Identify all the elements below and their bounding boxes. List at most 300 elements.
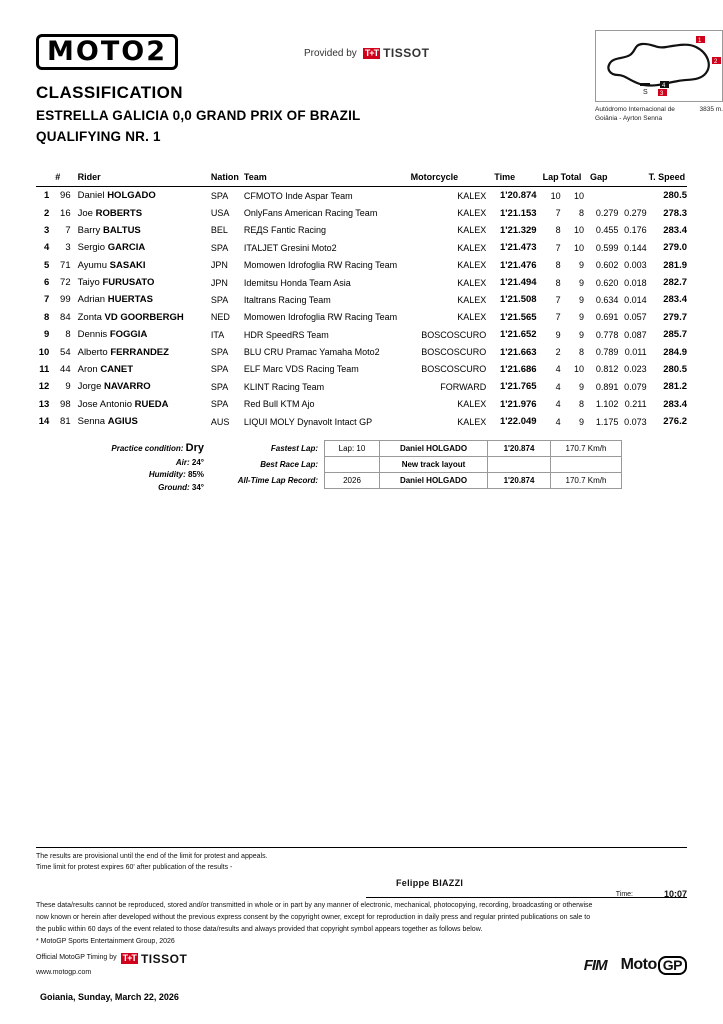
document-date: Goiania, Sunday, March 22, 2026 xyxy=(40,992,179,1002)
row-team: CFMOTO Inde Aspar Team xyxy=(243,190,353,201)
row-rider xyxy=(78,378,211,395)
row-nation: SPA xyxy=(210,190,229,201)
row-gap-first: 0.602 xyxy=(595,260,619,271)
records-block xyxy=(222,440,622,494)
row-rider xyxy=(78,413,211,430)
row-nation: ITA xyxy=(210,329,225,340)
best-race-lap-row xyxy=(222,457,622,473)
row-rider xyxy=(78,204,211,221)
all-time-record-speed: 170.7 Km/h xyxy=(551,473,622,489)
row-gap-prev: 0.176 xyxy=(624,225,647,236)
table-row xyxy=(36,291,687,308)
moto2-logo-text: MOTO2 xyxy=(36,34,178,70)
practice-condition-row xyxy=(36,440,204,457)
row-team: Italtrans Racing Team xyxy=(243,294,331,305)
row-number: 84 xyxy=(60,311,71,323)
row-nation: SPA xyxy=(210,294,229,305)
row-position: 6 xyxy=(44,277,50,289)
row-team: LIQUI MOLY Dynavolt Intact GP xyxy=(243,416,373,427)
table-row xyxy=(36,257,687,274)
conditions-and-records xyxy=(36,440,687,494)
row-gap-prev: 0.211 xyxy=(624,399,647,410)
results-table-body xyxy=(36,187,687,431)
tissot-name: TISSOT xyxy=(383,46,430,60)
row-total: 9 xyxy=(579,312,585,323)
rider-first-name: Adrian xyxy=(77,294,108,306)
row-rider xyxy=(78,222,211,239)
footer-divider xyxy=(36,847,687,848)
table-row xyxy=(36,204,687,221)
row-team: Red Bull KTM Ajo xyxy=(243,399,315,410)
publication-time-value: 10:07 xyxy=(663,889,687,900)
event-name: ESTRELLA GALICIA 0,0 GRAND PRIX OF BRAZIL xyxy=(36,108,361,123)
row-time: 1'21.494 xyxy=(499,277,537,289)
row-nation: SPA xyxy=(210,364,229,375)
rider-last-name: BALTUS xyxy=(102,224,141,236)
table-row xyxy=(36,361,687,378)
row-number: 72 xyxy=(60,277,71,289)
row-time: 1'21.476 xyxy=(499,259,537,271)
motogp-logo xyxy=(621,953,687,978)
row-top-speed: 284.9 xyxy=(663,346,687,358)
rider-last-name: NAVARRO xyxy=(104,381,151,393)
fastest-lap-speed: 170.7 Km/h xyxy=(551,441,622,457)
circuit-length: 3835 m. xyxy=(699,106,723,113)
svg-text:S: S xyxy=(643,89,648,96)
row-number: 54 xyxy=(60,346,71,358)
row-gap-prev: 0.018 xyxy=(624,277,647,288)
rider-first-name: Sergio xyxy=(77,242,108,254)
row-time: 1'21.473 xyxy=(499,242,537,254)
table-row xyxy=(36,222,687,239)
row-rider xyxy=(78,396,211,413)
row-lap: 7 xyxy=(555,208,561,219)
row-rider xyxy=(78,257,211,274)
rider-first-name: Zonta xyxy=(77,311,105,323)
publication-time-label: Time: xyxy=(615,891,633,899)
table-row xyxy=(36,187,687,205)
tissot-mark-icon: T+T xyxy=(364,47,379,58)
row-number: 8 xyxy=(65,329,71,341)
row-gap-prev: 0.057 xyxy=(624,312,647,323)
row-number: 9 xyxy=(65,381,71,393)
col-gap: Gap xyxy=(590,172,618,187)
row-motorcycle: KALEX xyxy=(457,260,487,271)
row-number: 16 xyxy=(60,207,71,219)
row-position: 13 xyxy=(38,398,50,410)
row-gap-prev: 0.079 xyxy=(624,381,647,392)
row-number: 99 xyxy=(60,294,71,306)
row-lap: 8 xyxy=(555,260,561,271)
row-position: 9 xyxy=(44,329,50,341)
row-team: KLINT Racing Team xyxy=(243,381,325,392)
row-motorcycle: KALEX xyxy=(457,225,487,236)
row-motorcycle: KALEX xyxy=(457,294,487,305)
official-timing-label: Official MotoGP Timing by xyxy=(36,954,117,962)
rider-first-name: Dennis xyxy=(77,329,110,341)
footer-line-2: Time limit for protest expires 60' after publication of the results - xyxy=(36,864,233,872)
row-time: 1'21.765 xyxy=(499,381,537,393)
svg-text:4: 4 xyxy=(662,83,666,89)
row-number: 7 xyxy=(65,224,71,236)
row-lap: 8 xyxy=(555,225,561,236)
rider-first-name: Senna xyxy=(77,416,108,428)
provided-by-label: Provided by xyxy=(304,47,357,59)
rider-first-name: Jose Antonio xyxy=(77,398,135,410)
row-number: 71 xyxy=(60,259,71,271)
air-temp-value: 24° xyxy=(191,458,204,468)
fastest-lap-number: Lap: 10 xyxy=(325,441,380,457)
footer-line-1: The results are provisional until the end of the limit for protest and appeals. xyxy=(36,852,268,860)
col-gap-prev xyxy=(618,172,648,187)
row-gap-first: 0.455 xyxy=(595,225,619,236)
row-time: 1'21.663 xyxy=(499,346,537,358)
row-lap: 9 xyxy=(555,329,561,340)
row-time: 1'21.976 xyxy=(499,398,537,410)
row-top-speed: 279.0 xyxy=(663,242,687,254)
row-gap-first: 0.599 xyxy=(595,242,619,253)
row-total: 9 xyxy=(579,381,585,392)
row-gap-prev xyxy=(618,187,648,205)
row-gap-prev: 0.073 xyxy=(624,416,647,427)
row-team: Momowen Idrofoglia RW Racing Team xyxy=(243,312,398,323)
row-total: 9 xyxy=(579,416,585,427)
rider-last-name: CANET xyxy=(100,363,134,375)
session-name: QUALIFYING NR. 1 xyxy=(36,129,161,144)
humidity-value: 85% xyxy=(187,470,204,480)
row-team: ITALJET Gresini Moto2 xyxy=(243,242,337,253)
rider-last-name: HUERTAS xyxy=(107,294,153,306)
table-row xyxy=(36,309,687,326)
row-gap-first: 1.102 xyxy=(595,399,619,410)
tissot-mark-icon-footer: T+T xyxy=(122,953,136,964)
col-time: Time xyxy=(494,172,542,187)
row-motorcycle: KALEX xyxy=(457,190,487,201)
row-position: 7 xyxy=(44,294,50,306)
table-row xyxy=(36,343,687,360)
page-title: CLASSIFICATION xyxy=(36,83,183,102)
col-motorcycle: Motorcycle xyxy=(411,172,495,187)
row-lap: 4 xyxy=(555,416,561,427)
row-gap-prev: 0.023 xyxy=(624,364,647,375)
row-team: BLU CRU Pramac Yamaha Moto2 xyxy=(243,347,380,358)
best-race-lap-speed xyxy=(551,457,622,473)
col-team: Team xyxy=(244,172,411,187)
row-lap: 4 xyxy=(555,364,561,375)
row-lap: 7 xyxy=(555,294,561,305)
row-total: 9 xyxy=(579,329,585,340)
row-total: 8 xyxy=(579,208,585,219)
row-position: 8 xyxy=(44,311,50,323)
row-time: 1'21.565 xyxy=(499,311,537,323)
ground-temp-value: 34° xyxy=(191,482,204,492)
col-position xyxy=(36,172,55,187)
row-position: 2 xyxy=(44,207,50,219)
all-time-record-row xyxy=(222,473,622,489)
results-table-head xyxy=(36,172,687,187)
row-top-speed: 281.2 xyxy=(663,381,687,393)
row-rider xyxy=(78,343,211,360)
fim-logo: FIM xyxy=(583,956,607,974)
row-total: 10 xyxy=(574,242,585,253)
row-lap: 7 xyxy=(555,242,561,253)
rider-last-name: RUEDA xyxy=(134,398,169,410)
row-nation: BEL xyxy=(210,225,228,236)
document-header xyxy=(36,28,687,158)
tissot-logo xyxy=(363,46,430,60)
row-gap-first: 0.789 xyxy=(595,347,619,358)
col-top-speed: T. Speed xyxy=(649,172,687,187)
rider-last-name: SASAKI xyxy=(109,259,146,271)
humidity-label: Humidity: xyxy=(148,470,186,480)
row-position: 5 xyxy=(44,259,50,271)
row-position: 11 xyxy=(39,363,50,375)
row-team: HDR SpeedRS Team xyxy=(243,329,329,340)
table-row xyxy=(36,378,687,395)
row-gap-prev: 0.003 xyxy=(624,260,647,271)
row-top-speed: 283.4 xyxy=(663,398,687,410)
row-gap-prev: 0.011 xyxy=(624,347,647,358)
row-rider xyxy=(78,274,211,291)
table-row xyxy=(36,239,687,256)
row-nation: JPN xyxy=(210,277,228,288)
row-top-speed: 280.5 xyxy=(663,363,687,375)
svg-text:2: 2 xyxy=(714,59,718,65)
row-top-speed: 279.7 xyxy=(663,311,687,323)
row-lap: 10 xyxy=(550,190,561,201)
rider-last-name: FURUSATO xyxy=(102,277,155,289)
footer-line-3: These data/results cannot be reproduced, stored and/or transmitted in whole or in part by any manner of electronic, mechanical, photocopying, recording, broadcasting or otherwise xyxy=(36,902,593,910)
col-nation: Nation xyxy=(211,172,244,187)
row-number: 81 xyxy=(60,416,71,428)
row-motorcycle: KALEX xyxy=(457,242,487,253)
row-lap: 7 xyxy=(555,312,561,323)
row-gap-first: 0.778 xyxy=(595,329,619,340)
row-rider xyxy=(78,309,211,326)
results-table-wrap xyxy=(36,172,687,430)
best-race-lap-note: New track layout xyxy=(380,457,488,473)
row-gap-prev: 0.087 xyxy=(624,329,647,340)
row-top-speed: 281.9 xyxy=(663,259,687,271)
rider-first-name: Alberto xyxy=(77,346,111,358)
row-top-speed: 283.4 xyxy=(663,224,687,236)
row-time: 1'22.049 xyxy=(499,416,537,428)
footer-logos xyxy=(584,953,687,978)
records-table xyxy=(222,440,622,489)
motogp-logo-gp: GP xyxy=(658,956,687,975)
row-number: 98 xyxy=(60,398,71,410)
rider-last-name: HOLGADO xyxy=(107,190,156,202)
row-gap-first: 0.634 xyxy=(595,294,619,305)
fastest-lap-label: Fastest Lap: xyxy=(270,444,318,453)
rider-last-name: AGIUS xyxy=(107,416,138,428)
row-gap-first: 0.812 xyxy=(595,364,619,375)
row-total: 8 xyxy=(579,347,585,358)
circuit-map xyxy=(595,30,723,102)
row-total: 10 xyxy=(574,225,585,236)
row-gap-first: 0.691 xyxy=(595,312,619,323)
row-gap-prev: 0.144 xyxy=(624,242,647,253)
rider-last-name: GARCIA xyxy=(107,242,146,254)
svg-text:3: 3 xyxy=(660,91,664,97)
session-conditions xyxy=(36,440,210,494)
row-gap-first xyxy=(590,187,618,205)
humidity-row xyxy=(36,469,204,481)
row-total: 9 xyxy=(579,294,585,305)
row-rider xyxy=(78,291,211,308)
row-motorcycle: BOSCOSCURO xyxy=(421,364,487,375)
row-top-speed: 285.7 xyxy=(663,329,687,341)
fastest-lap-rider: Daniel HOLGADO xyxy=(380,441,488,457)
table-header-row xyxy=(36,172,687,187)
row-time: 1'21.652 xyxy=(499,329,537,341)
table-row xyxy=(36,396,687,413)
footer-website[interactable]: www.motogp.com xyxy=(36,969,92,977)
rider-last-name: FOGGIA xyxy=(109,329,148,341)
document-footer xyxy=(36,847,687,981)
rider-last-name: ROBERTS xyxy=(95,207,143,219)
row-total: 8 xyxy=(579,399,585,410)
fastest-lap-row xyxy=(222,441,622,457)
row-nation: AUS xyxy=(210,416,230,427)
air-temp-label: Air: xyxy=(175,458,190,468)
row-total: 10 xyxy=(574,190,585,201)
signature-name: Felippe BIAZZI xyxy=(396,878,464,889)
row-nation: JPN xyxy=(210,260,228,271)
circuit-name: Autódromo Internacional de Goiânia - Ayrton Senna xyxy=(595,106,675,122)
col-number: # xyxy=(55,172,77,187)
row-nation: NED xyxy=(210,312,230,323)
col-lap: Lap xyxy=(543,172,561,187)
row-position: 4 xyxy=(44,242,50,254)
footer-line-5: the public within 60 days of the event related to those data/results and always provided that copyright symbol appears together as follows below. xyxy=(36,925,483,933)
row-position: 14 xyxy=(38,416,50,428)
row-position: 12 xyxy=(38,381,50,393)
ground-temp-row xyxy=(36,482,204,494)
air-temp-row xyxy=(36,457,204,469)
col-rider: Rider xyxy=(78,172,211,187)
table-row xyxy=(36,413,687,430)
row-lap: 4 xyxy=(555,381,561,392)
row-number: 44 xyxy=(60,363,71,375)
row-number: 96 xyxy=(60,190,71,202)
row-gap-prev: 0.014 xyxy=(624,294,647,305)
circuit-block xyxy=(595,30,723,124)
row-top-speed: 283.4 xyxy=(663,294,687,306)
row-lap: 2 xyxy=(555,347,561,358)
row-time: 1'21.686 xyxy=(499,363,537,375)
rider-last-name: VD GOORBERGH xyxy=(104,311,184,323)
row-motorcycle: KALEX xyxy=(457,312,487,323)
row-team: Idemitsu Honda Team Asia xyxy=(243,277,351,288)
row-top-speed: 282.7 xyxy=(663,277,687,289)
row-time: 1'21.153 xyxy=(499,207,537,219)
ground-temp-label: Ground: xyxy=(158,482,190,492)
rider-first-name: Jorge xyxy=(77,381,105,393)
signature-row xyxy=(36,877,687,899)
row-gap-first: 0.279 xyxy=(595,208,619,219)
rider-first-name: Taiyo xyxy=(77,277,103,289)
row-team: OnlyFans American Racing Team xyxy=(243,208,378,219)
rider-first-name: Daniel xyxy=(77,190,108,202)
row-time: 1'21.508 xyxy=(499,294,537,306)
row-time: 1'20.874 xyxy=(499,190,537,202)
row-nation: SPA xyxy=(210,381,229,392)
row-rider xyxy=(78,361,211,378)
results-table xyxy=(36,172,687,430)
circuit-layout-svg xyxy=(596,31,722,101)
row-gap-prev: 0.279 xyxy=(624,208,647,219)
provided-by-block xyxy=(304,46,429,60)
row-gap-first: 0.620 xyxy=(595,277,619,288)
row-team: Momowen Idrofoglia RW Racing Team xyxy=(243,260,398,271)
row-top-speed: 278.3 xyxy=(663,207,687,219)
footer-line-6: * MotoGP Sports Entertainment Group, 2026 xyxy=(36,937,175,945)
row-position: 1 xyxy=(44,190,50,202)
row-total: 9 xyxy=(579,277,585,288)
row-position: 3 xyxy=(44,224,50,236)
best-race-lap-time xyxy=(488,457,551,473)
fastest-lap-time: 1'20.874 xyxy=(488,441,551,457)
table-row xyxy=(36,326,687,343)
row-team: REДS Fantic Racing xyxy=(243,225,327,236)
motogp-logo-text: Moto xyxy=(620,956,657,974)
row-rider xyxy=(78,326,211,343)
circuit-caption xyxy=(595,106,723,124)
best-race-lap-label: Best Race Lap: xyxy=(260,460,318,469)
all-time-record-rider: Daniel HOLGADO xyxy=(380,473,488,489)
best-race-lap-number xyxy=(325,457,380,473)
row-nation: SPA xyxy=(210,242,229,253)
row-motorcycle: KALEX xyxy=(457,399,487,410)
table-row xyxy=(36,274,687,291)
all-time-record-year: 2026 xyxy=(325,473,380,489)
row-lap: 4 xyxy=(555,399,561,410)
row-motorcycle: KALEX xyxy=(457,277,487,288)
row-rider xyxy=(78,187,211,205)
footer-line-4: now known or herein after developed without the previous express consent by the copyright owner, except for reproduction in daily press and regular printed publications on sale to xyxy=(36,914,591,922)
rider-last-name: FERRANDEZ xyxy=(110,346,169,358)
row-total: 10 xyxy=(574,364,585,375)
rider-first-name: Aron xyxy=(77,363,101,375)
signature-line xyxy=(366,897,687,898)
tissot-name-footer: TISSOT xyxy=(140,951,188,966)
practice-condition-value: Dry xyxy=(185,442,204,454)
row-nation: SPA xyxy=(210,347,229,358)
col-total: Total xyxy=(561,172,590,187)
all-time-record-label: All-Time Lap Record: xyxy=(237,476,318,485)
row-nation: USA xyxy=(210,208,230,219)
row-number: 3 xyxy=(65,242,71,254)
row-rider xyxy=(78,239,211,256)
row-motorcycle: BOSCOSCURO xyxy=(421,347,487,358)
row-nation: SPA xyxy=(210,399,229,410)
row-team: ELF Marc VDS Racing Team xyxy=(243,364,359,375)
moto2-logo xyxy=(36,34,178,70)
row-top-speed: 276.2 xyxy=(663,416,687,428)
row-time: 1'21.329 xyxy=(499,224,537,236)
row-gap-first: 1.175 xyxy=(595,416,619,427)
rider-first-name: Ayumu xyxy=(77,259,110,271)
practice-condition-label: Practice condition: xyxy=(111,444,184,453)
rider-first-name: Joe xyxy=(77,207,96,219)
svg-text:1: 1 xyxy=(698,38,702,44)
row-motorcycle: BOSCOSCURO xyxy=(421,329,487,340)
row-total: 9 xyxy=(579,260,585,271)
tissot-logo-footer xyxy=(121,950,188,969)
row-lap: 8 xyxy=(555,277,561,288)
row-position: 10 xyxy=(38,346,50,358)
